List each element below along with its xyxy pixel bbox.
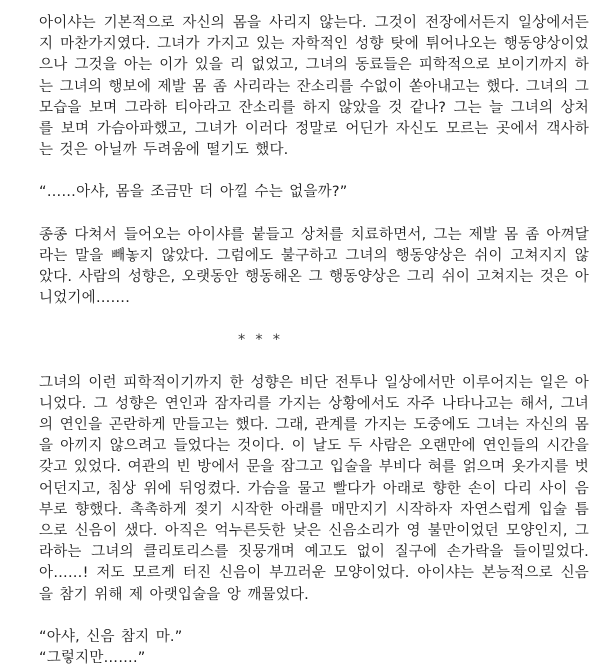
dialogue-line-3: “그렇지만…….” xyxy=(39,650,146,667)
dialogue-line-1: “……아샤, 몸을 조금만 더 아낄 수는 없을까?” xyxy=(39,184,348,201)
paragraph-3: 그녀의 이런 피학적이기까지 한 성향은 비단 전투나 일상에서만 이루어지는 일은 아니었다. 그 성향은 연인과 잠자리를 가지는 상황에서도 자주 나타나고는 해서, 그녀의 연인을 곤란하게 만들고는 했다. 그래, 관계를 가지는 도중에도 그녀는 자신의 몸을 아끼지 않으려고 들었다는 것이다. 이 날도 두 사람은 오랜만에 연인들의 시간을 갖고 있었다. 여관의 빈 방에서 문을 잠그고 입술을 부비다 혀를 얽으며 옷가지를 벗어던지고, 침상 위에 뒤엉켰다. 가슴을 물고 빨다가 아래로 향한 손이 다리 사이 음부로 향했다. 촉촉하게 젖기 시작한 아래를 매만지기 시작하자 자연스럽게 입술 틈으로 신음이 샜다. 아직은 억누른듯한 낮은 신음소리가 영 불만이었던 모양인지, 그라하는 그녀의 클리토리스를 짓뭉개며 예고도 없이 질구에 손가락을 들이밀었다. 아……! 저도 모르게 터진 신음이 부끄러운 모양이었다. 아이샤는 본능적으로 신음을 참기 위해 제 아랫입술을 앙 깨물었다. xyxy=(39,374,589,603)
paragraph-1: 아이샤는 기본적으로 자신의 몸을 사리지 않는다. 그것이 전장에서든지 일상에서든지 마찬가지였다. 그녀가 가지고 있는 자학적인 성향 탓에 튀어나오는 행동양상이었으나 그것을 아는 이가 있을 리 없었고, 그녀의 동료들은 피학적으로 보이기까지 하는 그녀의 행보에 제발 몸 좀 사리라는 잔소리를 수없이 쏟아내고는 했다. 그녀의 그 모습을 보며 그라하 티아라고 잔소리를 하지 않았을 것 같나? 그는 늘 그녀의 상처를 보며 가슴아파했고, 그녀가 이러다 정말로 어딘가 자신도 모르는 곳에서 객사하는 것은 아닐까 두려움에 떨기도 했다. xyxy=(39,15,589,159)
paragraph-2: 종종 다쳐서 들어오는 아이샤를 붙들고 상처를 치료하면서, 그는 제발 몸 좀 아껴달라는 말을 빼놓지 않았다. 그럼에도 불구하고 그녀의 행동양상은 쉬이 고쳐지지 않았다. 사람의 성향은, 오랫동안 행동해온 그 행동양상은 그리 쉬이 고쳐지는 것은 아니었기에……. xyxy=(39,226,589,307)
scene-separator: * * * xyxy=(238,332,282,349)
dialogue-line-2: “아샤, 신음 참지 마.” xyxy=(39,628,183,645)
